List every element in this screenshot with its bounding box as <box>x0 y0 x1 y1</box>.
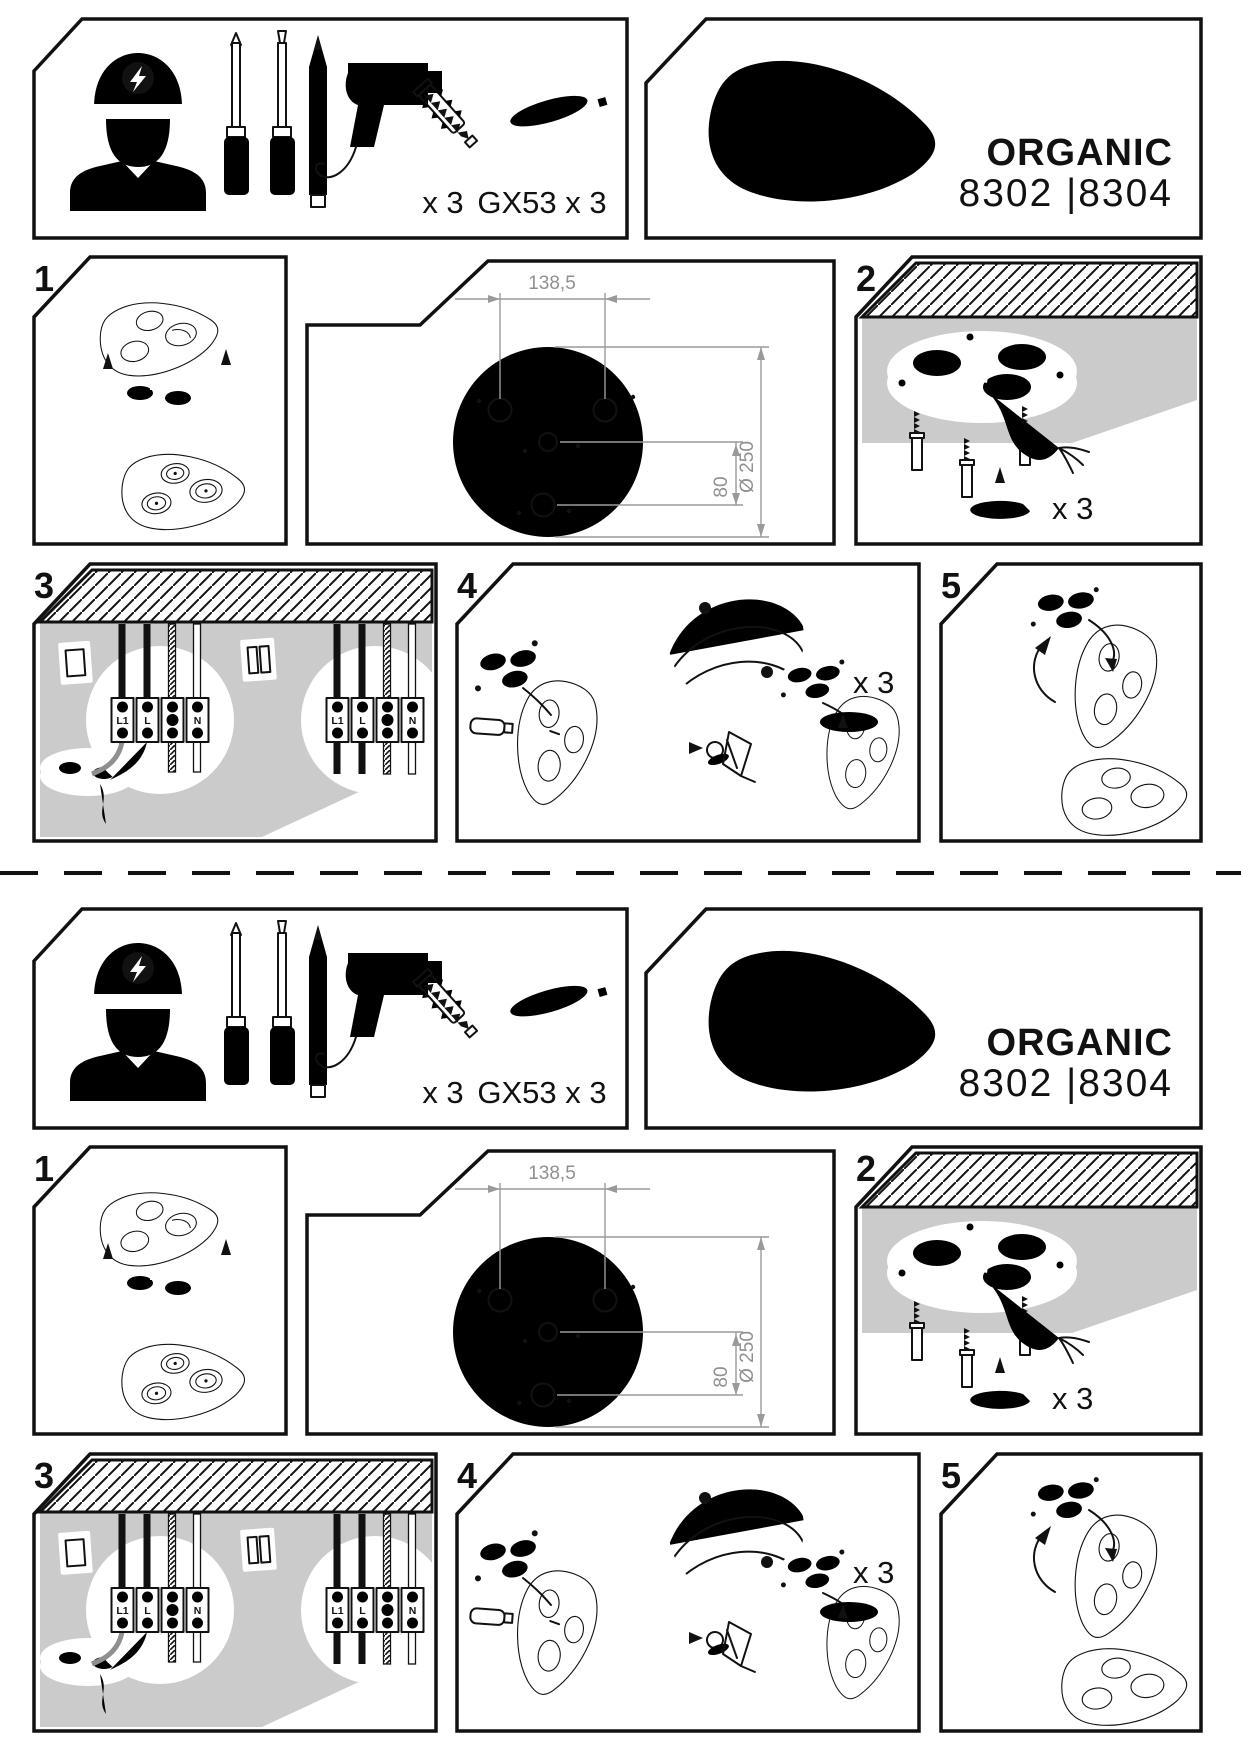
screw-path-line <box>523 688 551 715</box>
step-number: 4 <box>457 565 478 606</box>
step-number: 1 <box>34 258 55 299</box>
wiring-detail-circle <box>86 646 234 794</box>
insert-indicator <box>970 467 1030 519</box>
step1-illustration <box>30 1143 290 1438</box>
terminal-label-l: L <box>144 715 151 727</box>
step2-panel <box>852 253 1205 548</box>
product-name: ORGANIC <box>986 132 1173 174</box>
step-number: 2 <box>856 1148 877 1189</box>
assembled-light <box>1057 1638 1191 1732</box>
screw-path-line <box>1089 620 1114 664</box>
step4-panel <box>453 560 923 845</box>
pencil-icon <box>309 35 327 207</box>
lamp-cover <box>93 1176 225 1275</box>
light-switch-single <box>58 1531 93 1575</box>
product-models: 8302 |8304 <box>958 172 1173 215</box>
step5-panel <box>937 560 1205 845</box>
offset-value: 80 <box>711 1366 732 1388</box>
lamp-cover <box>1065 1509 1163 1645</box>
instruction-sheet-half <box>0 15 1241 845</box>
step4-panel <box>453 1450 923 1735</box>
light-switch-double <box>240 638 277 682</box>
cut-line-divider <box>0 871 1241 875</box>
anchors-count-label: x 3 <box>422 1075 464 1110</box>
terminal-label-n: N <box>193 1605 202 1617</box>
light-switch-single <box>58 641 93 685</box>
tools-illustration <box>30 905 631 1132</box>
assembled-light <box>1057 748 1191 842</box>
wiring-detail-circle <box>86 1536 234 1684</box>
mounting-plate <box>887 331 1077 423</box>
step4-illustration <box>453 560 923 845</box>
mounting-plate <box>887 1221 1077 1313</box>
step-number: 2 <box>856 258 877 299</box>
screw-path-line <box>1089 1510 1114 1554</box>
step5-illustration <box>937 560 1205 845</box>
gx53-bulb-icon <box>497 81 612 151</box>
tools-required-panel <box>30 15 631 242</box>
lamp-cover <box>93 286 225 385</box>
template-illustration <box>303 1143 838 1438</box>
screw-path-line <box>523 1578 551 1605</box>
base-plate <box>112 1268 204 1315</box>
instruction-sheet-half <box>0 905 1241 1735</box>
lamp-cover <box>1065 619 1163 755</box>
step-number: 5 <box>941 565 962 606</box>
assembled-light <box>117 1334 249 1426</box>
assembled-light <box>117 444 249 536</box>
lamp-cover <box>821 1583 903 1703</box>
terminal-label-n: N <box>408 715 417 727</box>
step1-panel <box>30 1143 290 1438</box>
hole-spacing-value: 138,5 <box>528 273 576 294</box>
drilling-template-panel <box>303 253 838 548</box>
terminal-label-l1: L1 <box>116 715 129 727</box>
insert-marking <box>820 1602 878 1622</box>
bulb-count-label: GX53 x 3 <box>477 185 607 220</box>
insert-marking <box>820 712 878 732</box>
step3-illustration <box>30 1450 440 1735</box>
screwdriver-icon <box>470 718 560 739</box>
fasteners-count-label: x 3 <box>1052 491 1094 526</box>
step3-panel <box>30 1450 440 1735</box>
screwdrivers-icon <box>224 921 295 1100</box>
terminal-label-l: L <box>359 715 366 727</box>
step2-illustration <box>852 1143 1205 1438</box>
terminal-label-n: N <box>193 715 202 727</box>
product-illustration <box>642 905 1205 1132</box>
anchors-count-label: x 3 <box>422 185 464 220</box>
plate-with-bulbs <box>463 633 557 704</box>
pencil-icon <box>309 925 327 1097</box>
terminal-label-n: N <box>408 1605 417 1617</box>
lamp-cover <box>511 1567 601 1699</box>
drilling-template-panel <box>303 1143 838 1438</box>
diameter-value: Ø 250 <box>737 1331 758 1383</box>
earth-ground-icon <box>167 714 179 726</box>
screws-count-label: x 3 <box>853 665 895 700</box>
tools-required-panel <box>30 905 631 1132</box>
ceiling-hatch <box>40 570 432 622</box>
product-panel <box>642 15 1205 242</box>
ruler-icon <box>341 261 423 283</box>
step5-panel <box>937 1450 1205 1735</box>
step2-panel <box>852 1143 1205 1438</box>
terminal-label-l1: L1 <box>116 1605 129 1617</box>
plate-with-bulbs <box>1021 577 1112 639</box>
ruler-icon <box>341 1151 423 1173</box>
installer-icon <box>70 943 206 1101</box>
plate-with-bulbs <box>1021 1467 1112 1529</box>
terminal-label-l: L <box>144 1605 151 1617</box>
product-name: ORGANIC <box>986 1022 1173 1064</box>
step-number: 4 <box>457 1455 478 1496</box>
lamp-cover <box>511 677 601 809</box>
terminal-label-l: L <box>359 1605 366 1617</box>
rotate-arrow <box>1034 636 1055 702</box>
product-illustration <box>642 15 1205 242</box>
ceiling-hatch <box>40 1460 432 1512</box>
ceiling-hatch <box>862 1153 1197 1207</box>
organic-lamp-icon <box>709 951 936 1092</box>
terminal-label-l1: L1 <box>331 715 344 727</box>
product-models: 8302 |8304 <box>958 1062 1173 1105</box>
tools-illustration <box>30 15 631 242</box>
step-number: 1 <box>34 1148 55 1189</box>
screwdriver-icon <box>470 1608 560 1629</box>
earth-ground-icon <box>382 714 394 726</box>
step-number: 3 <box>34 565 55 606</box>
lamp-cover <box>821 693 903 813</box>
terminal-label-l1: L1 <box>331 1605 344 1617</box>
offset-value: 80 <box>711 476 732 498</box>
bulb-count-label: GX53 x 3 <box>477 1075 607 1110</box>
screws-count-label: x 3 <box>853 1555 895 1590</box>
fasteners-count-label: x 3 <box>1052 1381 1094 1416</box>
organic-lamp-icon <box>709 61 936 202</box>
insert-indicator <box>970 1357 1030 1409</box>
step2-illustration <box>852 253 1205 548</box>
plate-with-bulbs <box>463 1523 557 1594</box>
step-number: 3 <box>34 1455 55 1496</box>
step3-illustration <box>30 560 440 845</box>
gx53-bulb-icon <box>497 971 612 1041</box>
product-panel <box>642 905 1205 1132</box>
step1-illustration <box>30 253 290 548</box>
step-number: 5 <box>941 1455 962 1496</box>
step5-illustration <box>937 1450 1205 1735</box>
diameter-value: Ø 250 <box>737 441 758 493</box>
rotate-arrow <box>1034 1526 1055 1592</box>
earth-ground-icon <box>167 1604 179 1616</box>
step1-panel <box>30 253 290 548</box>
step3-panel <box>30 560 440 845</box>
light-switch-double <box>240 1528 277 1572</box>
ceiling-hatch <box>862 263 1197 317</box>
step4-illustration <box>453 1450 923 1735</box>
installer-icon <box>70 53 206 211</box>
hole-spacing-value: 138,5 <box>528 1163 576 1184</box>
earth-ground-icon <box>382 1604 394 1616</box>
template-illustration <box>303 253 838 548</box>
screwdrivers-icon <box>224 31 295 210</box>
base-plate <box>112 378 204 425</box>
